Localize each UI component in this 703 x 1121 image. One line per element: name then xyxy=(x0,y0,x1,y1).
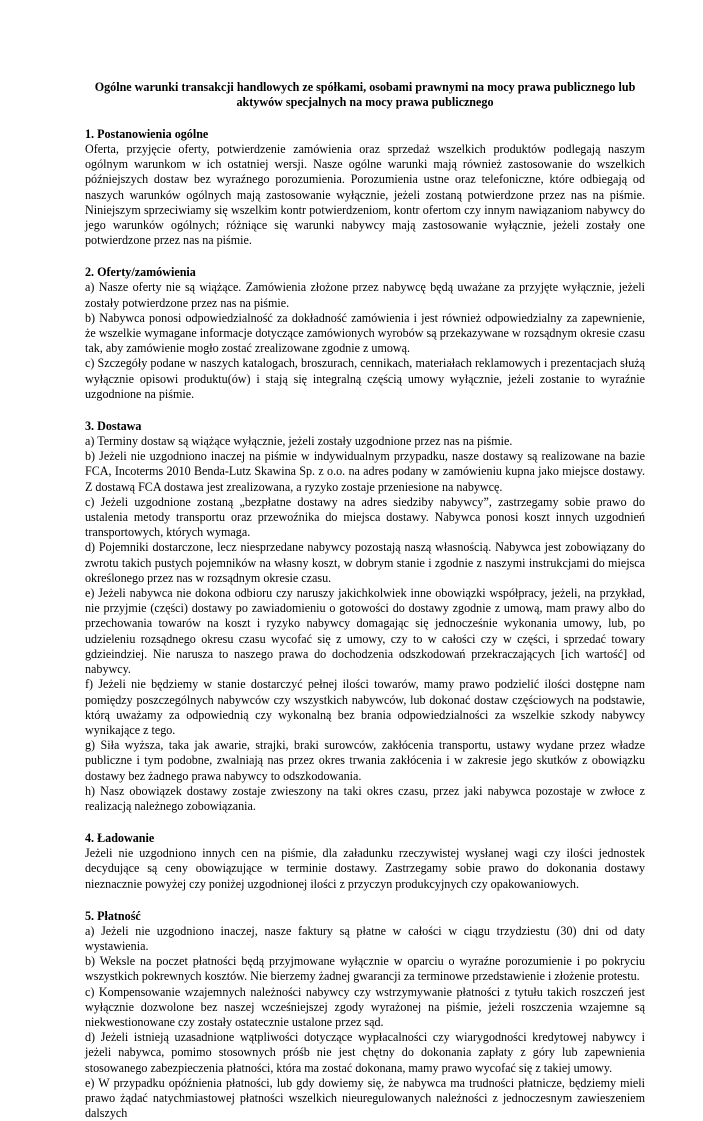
section-loading xyxy=(85,831,645,892)
paragraph: g) Siła wyższa, taka jak awarie, strajki, braki surowców, zakłócenia transportu, ustawy wydane przez władze publiczne i tym podobne, zwalniają nas przez okres trwania zakłócenia i w zakresie jego skutków z obowiązku dostawy bez żadnego prawa nabywcy to odszkodowania. xyxy=(85,738,645,783)
section-payment xyxy=(85,909,645,1121)
section-delivery xyxy=(85,419,645,814)
paragraph: c) Szczegóły podane w naszych katalogach, broszurach, cennikach, materiałach reklamowych i prezentacjach służą wyłącznie opisowi produktu(ów) i stają się integralną częścią umowy wyłącznie, jeżeli zostanie to wyraźnie uzgodnione na piśmie. xyxy=(85,356,645,401)
section-general-provisions xyxy=(85,127,645,248)
paragraph: Jeżeli nie uzgodniono innych cen na piśmie, dla załadunku rzeczywistej wysłanej wagi czy ilości jednostek decydujące są ceny obowiązujące w terminie dostawy. Zastrzegamy sobie prawo do dokonania dostawy nieznacznie powyżej czy poniżej uzgodnionej ilości z przyczyn produkcyjnych czy opakowaniowych. xyxy=(85,846,645,891)
paragraph: c) Jeżeli uzgodnione zostaną „bezpłatne dostawy na adres siedziby nabywcy”, zastrzegamy sobie prawo do ustalenia metody transportu oraz przewoźnika do miejsca dostawy. Nabywca ponosi koszt innych uzgodnień transportowych, których wymaga. xyxy=(85,494,645,540)
section-heading: 5. Płatność xyxy=(85,908,141,923)
paragraph: b) Jeżeli nie uzgodniono inaczej na piśmie w indywidualnym przypadku, nasze dostawy są realizowane na bazie FCA, Incoterms 2010 Benda-Lutz Skawina Sp. z o.o. na adres podany w zamówieniu kupna jako miejsce dostawy. Z dostawą FCA dostawa jest zrealizowana, a ryzyko zostaje przeniesione na nabywcę. xyxy=(85,449,645,494)
paragraph: b) Weksle na poczet płatności będą przyjmowane wyłącznie w oparciu o wyraźne porozumienie i po pokryciu wszystkich pokrewnych kosztów. Nie bierzemy żadnej gwarancji za terminowe przedstawienie i złożenie protestu. xyxy=(85,954,645,984)
paragraph: e) Jeżeli nabywca nie dokona odbioru czy naruszy jakichkolwiek inne obowiązki współpracy, jeżeli, na przykład, nie przyjmie (części) dostawy po zawiadomieniu o gotowości do dostawy zgodnie z umową, mam prawy albo do przechowania towarów na koszt i ryzyko nabywcy domagając się jednocześnie wykonania umowy, lub, po udzieleniu rozsądnego okresu czasu wycofać się z umowy, czy to w całości czy w części, i sprzedać towary gdzieindziej. Nie narusza to naszego prawa do dochodzenia odszkodowań przekraczających [ich wartość] od nabywcy. xyxy=(85,586,645,677)
section-heading: 3. Dostawa xyxy=(85,419,142,434)
section-heading: 2. Oferty/zamówienia xyxy=(85,265,196,280)
section-heading: 4. Ładowanie xyxy=(85,831,155,846)
paragraph: Oferta, przyjęcie oferty, potwierdzenie zamówienia oraz sprzedaż wszelkich produktów podlegają naszym ogólnym warunkom w ich ostatniej wersji. Nasze ogólne warunki mają również zastosowanie do wszelkich późniejszych dostaw bez wyraźnego porozumienia. Porozumienia ustne oraz telefoniczne, które odbiegają od naszych warunków ogólnych mają zastosowanie wyłącznie, jeżeli zostaną potwierdzone przez nas na piśmie. Niniejszym sprzeciwiamy się wszelkim kontr potwierdzeniom, kontr ofertom czy innym nawiązaniom nabywcy do jego warunków ogólnych; różniące się warunki nabywcy mają zastosowanie wyłącznie, jeżeli zostały one potwierdzone przez nas na piśmie. xyxy=(85,142,645,248)
document-title: Ogólne warunki transakcji handlowych ze spółkami, osobami prawnymi na mocy prawa publicznego lub aktywów specjalnych na mocy prawa publicznego xyxy=(94,80,636,109)
paragraph: h) Nasz obowiązek dostawy zostaje zwieszony na taki okres czasu, przez jaki nabywca pozostaje w zwłoce z realizacją należnego zobowiązania. xyxy=(85,783,645,813)
paragraph: a) Nasze oferty nie są wiążące. Zamówienia złożone przez nabywcę będą uważane za przyjęte wyłącznie, jeżeli zostały potwierdzone przez nas na piśmie. xyxy=(85,280,645,310)
paragraph: d) Pojemniki dostarczone, lecz niesprzedane nabywcy pozostają naszą własnością. Nabywca jest zobowiązany do zwrotu takich pustych pojemników na własny koszt, w dobrym stanie i zgodnie z naszymi instrukcjami do miejsca określonego przez nas w rozsądnym okresie czasu. xyxy=(85,540,645,585)
paragraph: b) Nabywca ponosi odpowiedzialność za dokładność zamówienia i jest również odpowiedzialny za zapewnienie, że wszelkie wymagane informacje dotyczące zamówionych wyrobów są przekazywane w rozsądnym okresie czasu tak, aby zamówienie mogło zostać zrealizowane zgodnie z umową. xyxy=(85,310,645,356)
paragraph: a) Terminy dostaw są wiążące wyłącznie, jeżeli zostały uzgodnione przez nas na piśmie. xyxy=(85,434,513,449)
paragraph: c) Kompensowanie wzajemnych należności nabywcy czy wstrzymywanie płatności z tytułu takich roszczeń jest wyłącznie dozwolone bez naszej wcześniejszej zgody wyrażonej na piśmie, jeżeli roszczenia wzajemne są niekwestionowane czy zostały ostatecznie ustalone przez sąd. xyxy=(85,984,645,1029)
paragraph: a) Jeżeli nie uzgodniono inaczej, nasze faktury są płatne w całości w ciągu trzydziestu (30) dni od daty wystawienia. xyxy=(85,923,645,953)
section-heading: 1. Postanowienia ogólne xyxy=(85,127,209,141)
paragraph: f) Jeżeli nie będziemy w stanie dostarczyć pełnej ilości towarów, mamy prawo podzielić ilości dostępne nam pomiędzy poszczególnych nabywców czy wszystkich nabywców, lub dokonać dostaw częściowych na podstawie, którą uważamy za odpowiednią czy wykonalną bez brania odpowiedzialności za wszelkie szkody nabywcy wynikające z tego. xyxy=(85,677,645,737)
section-offers-orders xyxy=(85,265,645,402)
paragraph: e) W przypadku opóźnienia płatności, lub gdy dowiemy się, że nabywca ma trudności płatnicze, będziemy mieli prawo żądać natychmiastowej płatności wszelkich nieuregulowanych należności z jednoczesnym zawieszeniem dalszych xyxy=(85,1075,645,1121)
paragraph: d) Jeżeli istnieją uzasadnione wątpliwości dotyczące wypłacalności czy wiarygodności kredytowej nabywcy i jeżeli nabywca, pomimo stosownych próśb nie jest chętny do dokonania zapłaty z góry lub zapewnienia stosowanego zabezpieczenia płatności, która ma zostać dokonana, mamy prawo wycofać się z takiej umowy. xyxy=(85,1030,645,1075)
